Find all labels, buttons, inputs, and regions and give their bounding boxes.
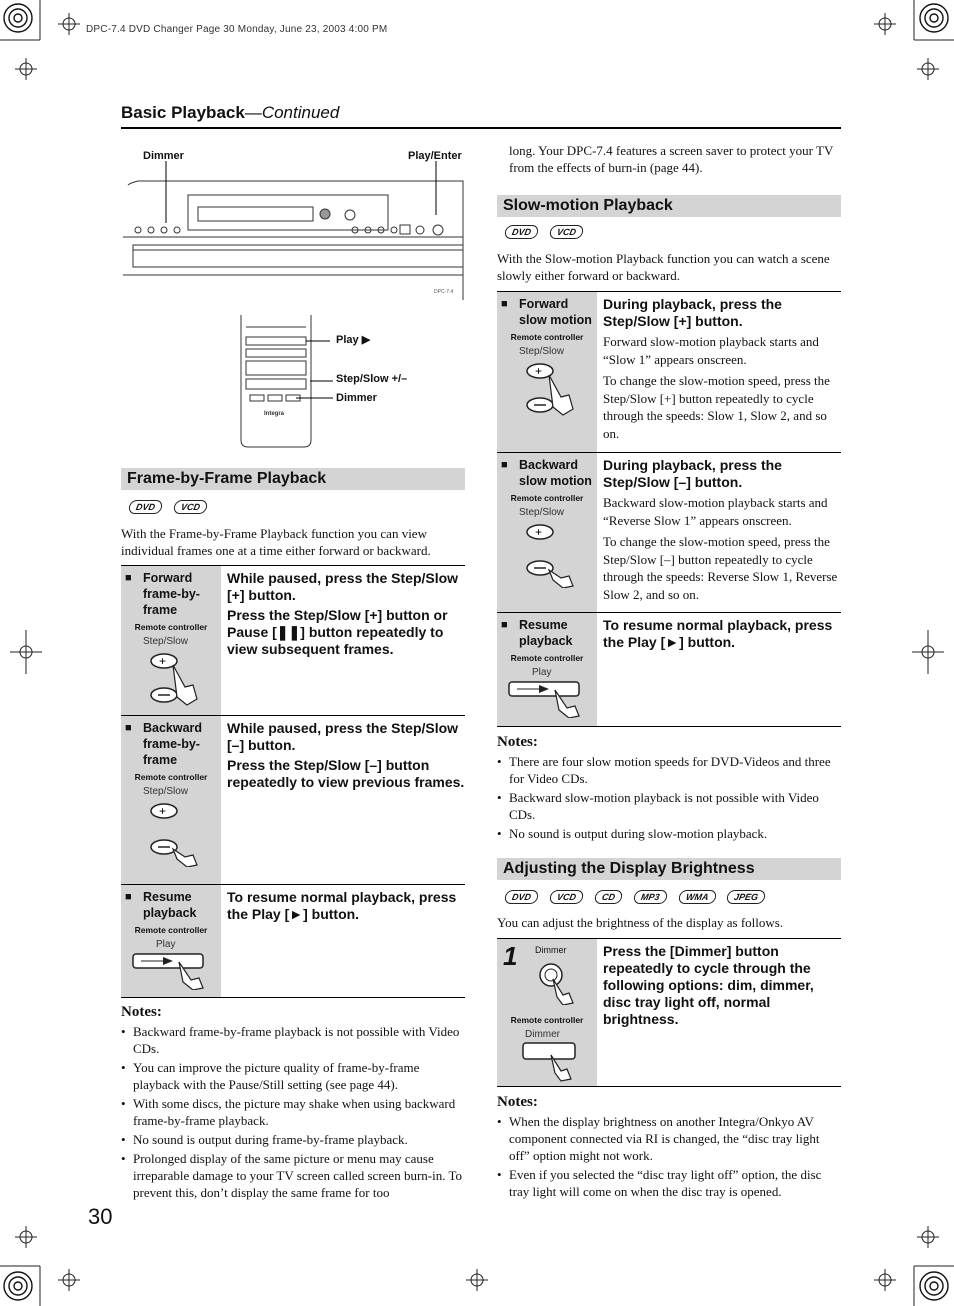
- step-dimmer: [497, 939, 841, 1086]
- step-instruction-1: To resume normal playback, press the Play [►] button.: [227, 889, 457, 922]
- step-title: ■ Resume playback: [497, 613, 593, 649]
- section-heading: Slow-motion Playback: [497, 195, 841, 217]
- note-item: • Even if you selected the “disc tray light off” option, the disc tray light will come on when the disc tray is opened.: [497, 1166, 841, 1200]
- step-resume: [121, 885, 465, 997]
- step-slow-buttons-icon: [497, 518, 597, 588]
- svg-text:+: +: [159, 804, 167, 818]
- button-label: Step/Slow: [143, 636, 189, 647]
- remote-controller-label: Remote controller: [510, 332, 584, 342]
- step-forward-slow: [497, 292, 841, 453]
- steps-table: [497, 291, 841, 727]
- button-label: Play: [532, 667, 552, 678]
- disc-badges: [505, 890, 841, 904]
- badge-wma: WMA: [677, 890, 716, 904]
- step-title: ■ Resume playback: [121, 885, 211, 921]
- step-instructions: [597, 292, 841, 452]
- step-instruction-1: During playback, press the Step/Slow [+] button.: [603, 296, 782, 329]
- step-illustration: [497, 292, 597, 452]
- step-title: ■ Backward slow motion: [497, 453, 593, 489]
- step-description-1: Backward slow-motion playback starts and “Reverse Slow 1” appears onscreen.: [603, 495, 828, 528]
- step-instruction-1: Press the [Dimmer] button repeatedly to cycle through the following options: dim, dimmer, disc tray light off, normal brightness.: [603, 943, 814, 1027]
- disc-badges: [129, 500, 465, 514]
- model-label: DPC-7.4: [434, 289, 454, 295]
- button-label: Step/Slow: [519, 346, 565, 357]
- note-item: • With some discs, the picture may shake when using backward frame-by-frame playback.: [121, 1095, 465, 1129]
- step-illustration: [121, 885, 221, 997]
- notes: [497, 734, 841, 842]
- remote-controller-label: Remote controller: [134, 622, 208, 632]
- frame-by-frame-section: [121, 468, 465, 1203]
- step-illustration: [497, 453, 597, 612]
- svg-text:+: +: [535, 364, 543, 378]
- remote-brand: Integra: [264, 411, 285, 417]
- step-title: ■ Forward slow motion: [497, 292, 593, 328]
- notes: [497, 1094, 841, 1200]
- step-illustration: [497, 939, 597, 1086]
- step-title: ■ Forward frame-by-frame: [121, 566, 211, 618]
- steps-table: [121, 565, 465, 998]
- play-button-icon: [497, 678, 597, 718]
- badge-dvd: DVD: [504, 890, 539, 904]
- callout-leaders: [118, 145, 468, 455]
- right-column: [497, 142, 841, 1202]
- step-instructions: [597, 939, 841, 1086]
- step-title: ■ Backward frame-by-frame: [121, 716, 211, 768]
- page-title: [121, 103, 339, 123]
- button-label: Play: [156, 939, 176, 950]
- steps-table: [497, 938, 841, 1087]
- badge-vcd: VCD: [549, 225, 584, 239]
- step-instructions: [221, 716, 465, 884]
- section-heading: Frame-by-Frame Playback: [121, 468, 465, 490]
- page-number: 30: [88, 1204, 113, 1229]
- intro-text: With the Slow-motion Playback function you can watch a scene slowly either forward or backward.: [497, 251, 830, 283]
- step-instruction-2: Press the Step/Slow [–] button repeatedly to view previous frames.: [227, 757, 465, 790]
- step-instructions: [597, 613, 841, 726]
- note-item: • Backward frame-by-frame playback is not possible with Video CDs.: [121, 1023, 465, 1057]
- step-instruction-1: While paused, press the Step/Slow [+] button.: [227, 570, 459, 603]
- badge-dvd: DVD: [128, 500, 163, 514]
- step-instructions: [221, 885, 465, 997]
- notes: [121, 1004, 465, 1201]
- step-illustration: [497, 613, 597, 726]
- header-title: Basic Playback: [121, 103, 245, 122]
- step-illustration: [121, 716, 221, 884]
- notes-list: [121, 1023, 465, 1201]
- step-instruction-1: While paused, press the Step/Slow [–] button.: [227, 720, 459, 753]
- notes-list: [497, 753, 841, 842]
- header-suffix: —Continued: [244, 103, 340, 122]
- slow-motion-section: [497, 195, 841, 842]
- intro-text: You can adjust the brightness of the display as follows.: [497, 915, 784, 930]
- button-label: Step/Slow: [143, 786, 189, 797]
- step-description-2: To change the slow-motion speed, press the Step/Slow [+] button repeatedly to cycle through the speeds: Slow 1, Slow 2, and so on.: [603, 373, 830, 441]
- badge-cd: CD: [594, 890, 623, 904]
- dimmer-round-button-icon: [527, 957, 577, 1005]
- step-number: 1: [503, 941, 518, 971]
- callout-step-slow: Step/Slow +/–: [336, 373, 408, 385]
- play-button-icon: [121, 950, 221, 990]
- step-slow-buttons-icon: [121, 647, 221, 707]
- note-item: • Prolonged display of the same picture or menu may cause irreparable damage to your TV screen called screen burn-in. To prevent this, don’t display the same frame for too: [121, 1150, 465, 1201]
- remote-controller-label: Remote controller: [510, 1015, 584, 1025]
- notes-list: [497, 1113, 841, 1200]
- dimmer-top-label: Dimmer: [535, 945, 567, 955]
- step-backward-slow: [497, 453, 841, 613]
- notes-heading: Notes:: [497, 1094, 538, 1110]
- disc-badges: [505, 225, 841, 239]
- notes-heading: Notes:: [121, 1004, 162, 1020]
- step-instructions: [221, 566, 465, 715]
- note-item: • No sound is output during slow-motion playback.: [497, 825, 841, 842]
- remote-controller-label: Remote controller: [510, 653, 584, 663]
- play-triangle-icon: ▶: [361, 334, 371, 346]
- note-item: • Backward slow-motion playback is not possible with Video CDs.: [497, 789, 841, 823]
- badge-jpeg: JPEG: [726, 890, 766, 904]
- remote-controller-label: Remote controller: [510, 493, 584, 503]
- callout-dimmer-remote: Dimmer: [336, 392, 377, 404]
- note-item: • There are four slow motion speeds for DVD-Videos and three for Video CDs.: [497, 753, 841, 787]
- device-figure: [118, 145, 468, 455]
- note-item: • No sound is output during frame-by-frame playback.: [121, 1131, 465, 1148]
- callout-dimmer-top: Dimmer: [143, 150, 184, 162]
- svg-text:+: +: [159, 654, 167, 668]
- badge-vcd: VCD: [173, 500, 208, 514]
- callout-play-label: Play: [336, 334, 359, 346]
- callout-play-enter: Play/Enter: [408, 150, 462, 162]
- step-resume: [497, 613, 841, 726]
- badge-mp3: MP3: [633, 890, 668, 904]
- notes-heading: Notes:: [497, 734, 538, 750]
- step-slow-buttons-icon: [497, 357, 597, 417]
- step-instruction-1: To resume normal playback, press the Play [►] button.: [603, 617, 833, 650]
- section-heading: Adjusting the Display Brightness: [497, 858, 841, 880]
- note-item: • When the display brightness on another Integra/Onkyo AV component connected via RI is changed, the “disc tray light off” option might not work.: [497, 1113, 841, 1164]
- note-item: • You can improve the picture quality of frame-by-frame playback with the Pause/Still setting (see page 44).: [121, 1059, 465, 1093]
- callout-play: [336, 333, 370, 346]
- continued-text: long. Your DPC-7.4 features a screen saver to protect your TV from the effects of burn-in (page 44).: [509, 143, 834, 175]
- step-instruction-1: During playback, press the Step/Slow [–] button.: [603, 457, 782, 490]
- svg-text:+: +: [535, 525, 543, 539]
- step-description-2: To change the slow-motion speed, press the Step/Slow [–] button repeatedly to cycle through the speeds: Reverse Slow 1, Reverse Slow 2, and so on.: [603, 534, 838, 602]
- intro-text: With the Frame-by-Frame Playback function you can view individual frames one at a time either forward or backward.: [121, 526, 431, 558]
- dimmer-button-icon: [517, 1041, 587, 1085]
- brightness-section: [497, 858, 841, 1200]
- header-rule: [121, 127, 841, 129]
- step-illustration: [121, 566, 221, 715]
- step-slow-buttons-icon: [121, 797, 221, 867]
- button-label: Dimmer: [525, 1029, 560, 1040]
- button-label: Step/Slow: [519, 507, 565, 518]
- badge-dvd: DVD: [504, 225, 539, 239]
- remote-controller-label: Remote controller: [134, 925, 208, 935]
- badge-vcd: VCD: [549, 890, 584, 904]
- step-forward-frame: [121, 566, 465, 716]
- step-instructions: [597, 453, 841, 612]
- step-backward-frame: [121, 716, 465, 885]
- step-instruction-2: Press the Step/Slow [+] button or Pause [❚❚] button repeatedly to view subsequent frames.: [227, 607, 448, 657]
- printer-line: DPC-7.4 DVD Changer Page 30 Monday, June 23, 2003 4:00 PM: [86, 24, 388, 35]
- step-description-1: Forward slow-motion playback starts and “Slow 1” appears onscreen.: [603, 334, 819, 367]
- remote-controller-label: Remote controller: [134, 772, 208, 782]
